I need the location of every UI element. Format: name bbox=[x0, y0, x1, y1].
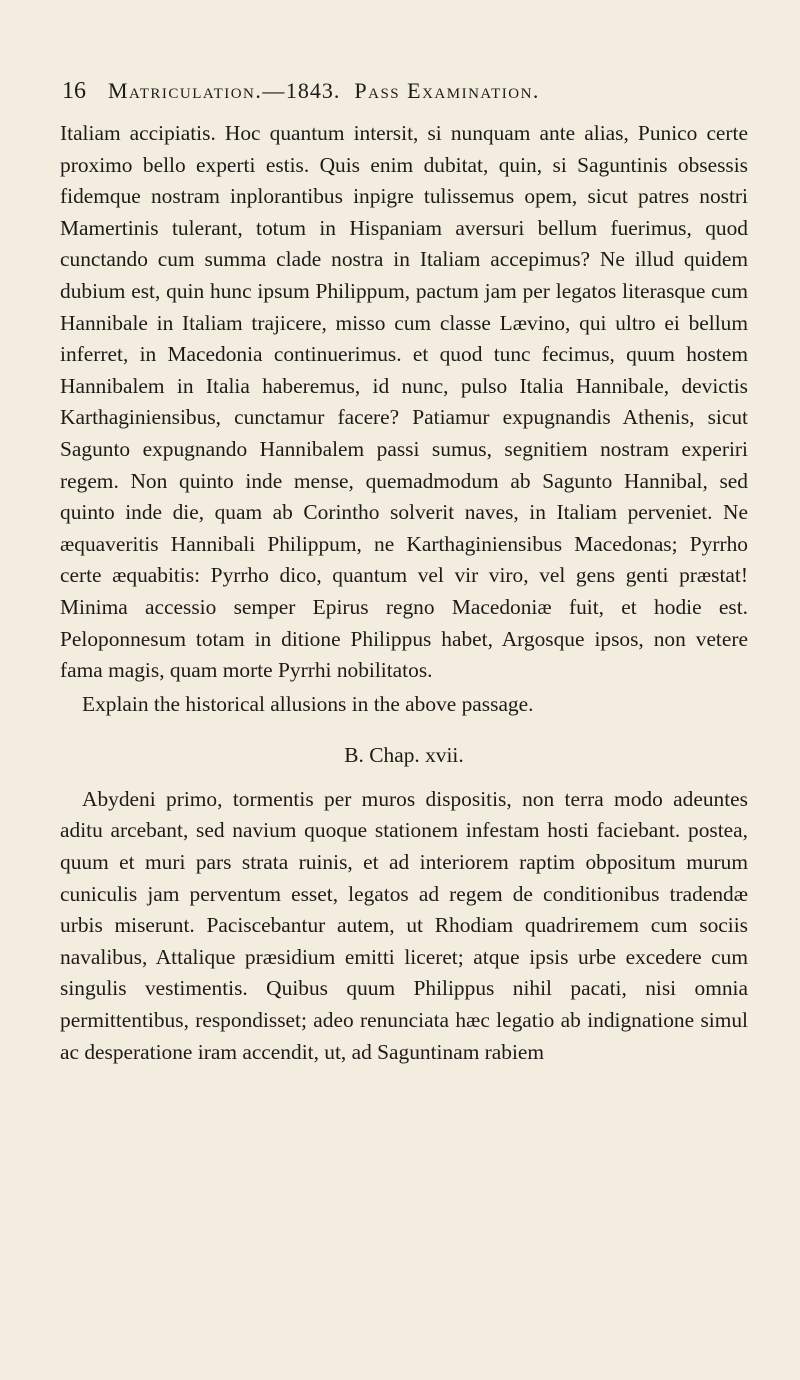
page-number: 16 bbox=[62, 78, 86, 104]
running-head-separator: — bbox=[262, 78, 286, 103]
running-head-title: Matriculation. bbox=[108, 78, 263, 103]
book-page bbox=[60, 78, 748, 1358]
section-heading: B. Chap. xvii. bbox=[344, 743, 464, 768]
latin-passage-a: Italiam accipiatis. Hoc quantum intersit, si nunquam ante alias, Punico certe proximo bello experti estis. Quis enim dubitat, quin, si Saguntinis obsessis fidemque nostram inplorantibus inpigre tulissemus opem, sicut patres nostri Mamertinis tulerant, totum in Hispaniam aversuri bellum fuerimus, quod cunctando cum summa clade nostra in Italiam accepimus? Ne illud quidem dubium est, quin hunc ipsum Philippum, pactum jam per legatos literasque cum Hannibale in Italiam trajicere, misso cum classe Lævino, qui ultro ei bellum inferret, in Macedonia continuerimus. et quod tunc fecimus, quum hostem Hannibalem in Italia haberemus, id nunc, pulso Italia Hannibale, devictis Karthaginiensibus, cunctamur facere? Patiamur expugnandis Athenis, sicut Sagunto expugnando Hannibalem passi sumus, segnitiem nostram experiri regem. Non quinto inde mense, quemadmodum ab Sagunto Hannibal, sed quinto inde die, quam ab Corintho solverit naves, in Italiam perveniet. Ne æquaveritis Hannibali Philippum, ne Karthaginiensibus Macedonas; Pyrrho certe æquabitis: Pyrrho dico, quantum vel vir viro, vel gens genti præstat! Minima accessio semper Epirus regno Macedoniæ fuit, et hodie est. Peloponnesum totam in ditione Philippus habet, Argosque ipsos, non vetere fama magis, quam morte Pyrrhi nobilitatos. bbox=[60, 121, 748, 683]
examination-question: Explain the historical allusions in the above passage. bbox=[82, 691, 534, 716]
page-body bbox=[60, 118, 748, 1068]
running-head-gap bbox=[340, 78, 354, 104]
running-head-year: 1843. bbox=[285, 78, 341, 103]
latin-passage-b: Abydeni primo, tormentis per muros dispositis, non terra modo adeuntes aditu arcebant, sed navium quoque stationem infestam hosti faciebant. postea, quum et muri pars strata ruinis, et ad interiorem raptim obpositum murum cuniculis jam perventum esset, legatos ad regem de conditionibus tradendæ urbis miserunt. Paciscebantur autem, ut Rhodiam quadriremem cum sociis navalibus, Attalique præsidium emitti liceret; atque ipsis urbe excedere cum singulis vestimentis. Quibus quum Philippus nihil pacati, nisi omnia permittentibus, respondisset; adeo renunciata hæc legatio ab indignatione simul ac desperatione iram accendit, ut, ad Saguntinam rabiem bbox=[60, 786, 748, 1064]
running-head-subtitle: Pass Examination. bbox=[354, 78, 540, 103]
running-head bbox=[62, 78, 748, 110]
